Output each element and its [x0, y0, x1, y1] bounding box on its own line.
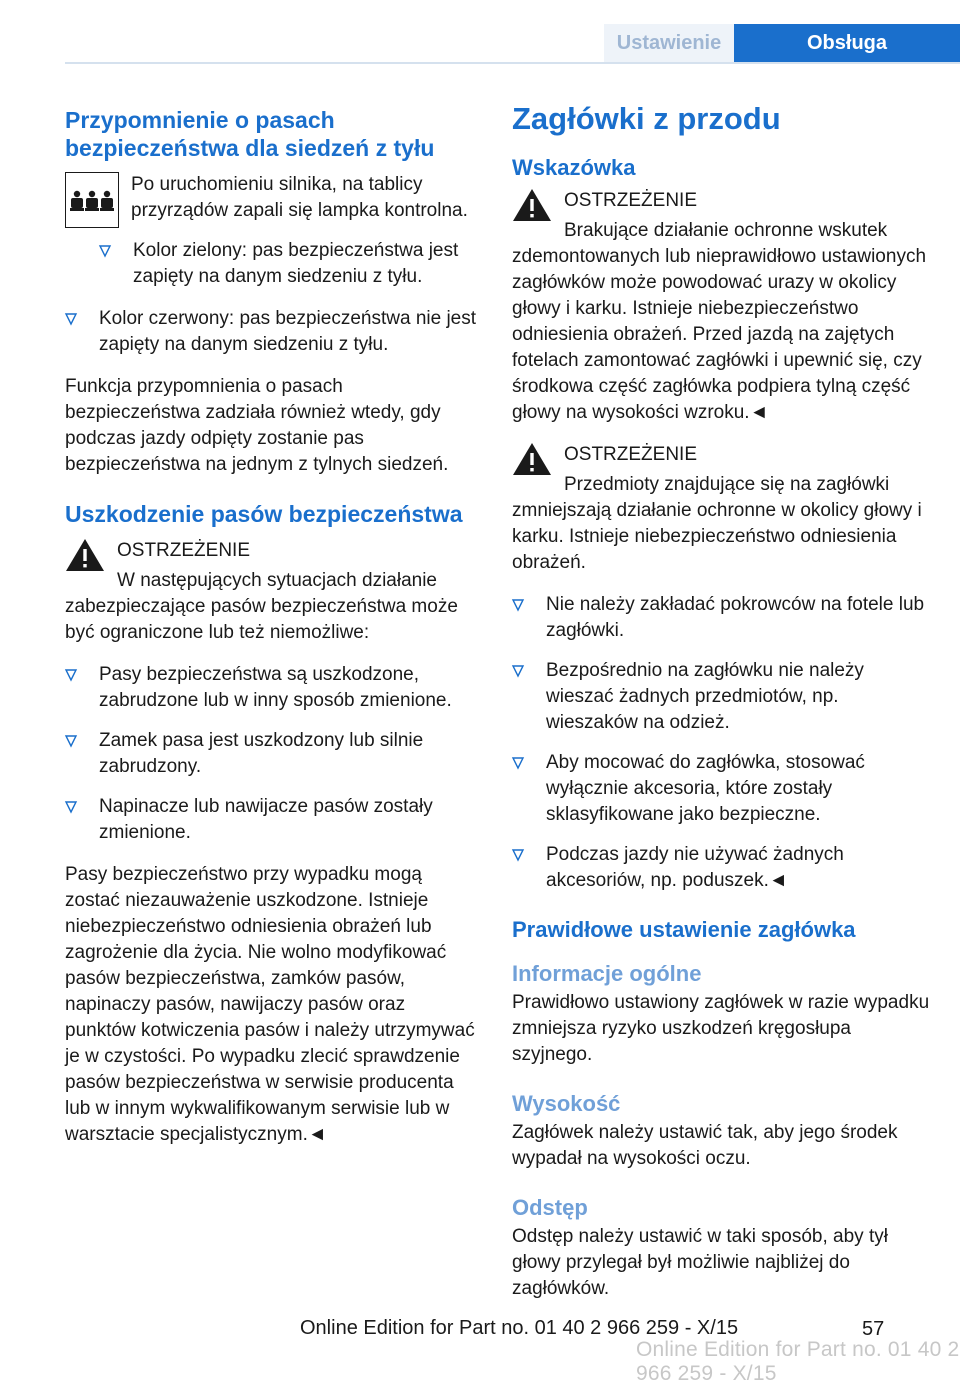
headrest-warning-text-1: Brakujące działanie ochronne wskutek zdemontowanych lub nieprawidłowo ustawionych zagłówków może powodować urazy w okolicy głowy i karku. Istnieje niebezpieczeństwo odniesienia obrażeń. Przed jazdą na zajętych fotelach zamontować zagłówki i upewnić się, czy środkowa część zagłówka podpiera tylną część głowy na wysokości wzroku.◄ [512, 220, 927, 423]
triangle-bullet-icon [65, 801, 77, 813]
triangle-bullet-icon [65, 669, 77, 681]
triangle-bullet-icon [65, 735, 77, 747]
headrest-warning-note-2 [512, 442, 930, 576]
reminder-heading: Przypomnienie o pasach bezpieczeństwa dla siedzeń z tyłu [65, 107, 435, 161]
headrest-warning-note-1 [512, 188, 930, 426]
damage-paragraph: Pasy bezpieczeństwo przy wypadku mogą zostać niezauważenie uszkodzone. Istnieje niebezpieczeństwo odniesienia obrażeń lub zagrożenie dla życia. Nie wolno modyfikować pasów bezpieczeństwa, zamków pasów, napinaczy pasów, nawijaczy pasów oraz punktów kotwiczenia pasów i należy utrzymywać je w czystości. Po wypadku zlecić sprawdzenie pasów bezpieczeństwa w serwisie producenta lub w innym wykwalifikowanym serwisie lub w warsztacie specjalistycznym.◄ [65, 864, 475, 1145]
warning-label: OSTRZEŻENIE [564, 190, 698, 211]
headrest-warning-text-2: Przedmioty znajdujące się na zagłówki zmniejszają działanie ochronne w okolicy głowy i karku. Istnieje niebezpieczeństwo odniesienia obrażeń. [512, 474, 922, 573]
headrest-list [512, 592, 930, 894]
reminder-block [65, 172, 480, 238]
reminder-paragraph: Funkcja przypomnienia o pasach bezpieczeństwa zadziała również wtedy, gdy podczas jazdy odpięty zostanie pas bezpieczeństwa na jednym z tylnych siedzeń. [65, 376, 449, 475]
triangle-bullet-icon [65, 313, 77, 325]
headrests-heading: Zagłówki z przodu [512, 101, 781, 136]
triangle-bullet-icon [99, 245, 111, 257]
three-seats-icon [69, 185, 115, 215]
list-item: Podczas jazdy nie używać żadnych akcesoriów, np. poduszek.◄ [512, 842, 930, 894]
header-tabs [604, 24, 960, 62]
distance-heading: Odstęp [512, 1195, 588, 1220]
damage-list [65, 662, 480, 846]
watermark: Online Edition for Part no. 01 40 2 966 259 - X/15 [636, 1338, 960, 1385]
warning-label: OSTRZEŻENIE [117, 540, 251, 561]
right-column [512, 100, 930, 1318]
damage-warning-note [65, 538, 480, 646]
height-heading: Wysokość [512, 1091, 621, 1116]
reminder-sublist [99, 238, 480, 290]
damage-warning-text: W następujących sytuacjach działanie zabezpieczające pasów bezpieczeństwa może być ograniczone lub też niemożliwe: [65, 570, 458, 643]
list-item: Zamek pasa jest uszkodzony lub silnie zabrudzony. [65, 728, 480, 780]
warning-triangle-icon [512, 188, 552, 222]
general-info-heading: Informacje ogólne [512, 961, 702, 986]
list-item: Pasy bezpieczeństwa są uszkodzone, zabrudzone lub w inny sposób zmienione. [65, 662, 480, 714]
distance-paragraph: Odstęp należy ustawić w taki sposób, aby tył głowy przylegał był możliwie najbliżej do zagłówków. [512, 1226, 888, 1299]
triangle-bullet-icon [512, 665, 524, 677]
header-divider [65, 62, 960, 64]
tab-section-ustawienie[interactable]: Ustawienie [604, 24, 734, 62]
list-item: Aby mocować do zagłówka, stosować wyłącznie akcesoria, które zostały sklasyfikowane jako bezpieczne. [512, 750, 930, 828]
edition-text: Online Edition for Part no. 01 40 2 966 259 - X/15 [300, 1317, 739, 1339]
triangle-bullet-icon [512, 849, 524, 861]
tab-chapter-obsluga[interactable]: Obsługa [734, 24, 960, 62]
general-info-paragraph: Prawidłowo ustawiony zagłówek w razie wypadku zmniejsza ryzyko uszkodzeń kręgosłupa szyjnego. [512, 992, 930, 1065]
height-paragraph: Zagłówek należy ustawić tak, aby jego środek wypadał na wysokości oczu. [512, 1122, 898, 1169]
list-item: Kolor zielony: pas bezpieczeństwa jest zapięty na danym siedzeniu z tyłu. [99, 238, 480, 290]
warning-triangle-icon [512, 442, 552, 476]
triangle-bullet-icon [512, 757, 524, 769]
damage-heading: Uszkodzenie pasów bezpieczeństwa [65, 501, 463, 527]
correct-adjustment-heading: Prawidłowe ustawienie zagłówka [512, 917, 856, 942]
reminder-list [65, 306, 480, 358]
page-number: 57 [862, 1318, 885, 1340]
triangle-bullet-icon [512, 599, 524, 611]
hint-heading: Wskazówka [512, 155, 636, 180]
left-column [65, 100, 480, 1164]
list-item: Nie należy zakładać pokrowców na fotele lub zagłówki. [512, 592, 930, 644]
warning-triangle-icon [65, 538, 105, 572]
rear-seatbelt-indicator-icon [65, 172, 119, 228]
list-item: Napinacze lub nawijacze pasów zostały zmienione. [65, 794, 480, 846]
warning-label: OSTRZEŻENIE [564, 444, 698, 465]
list-item: Kolor czerwony: pas bezpieczeństwa nie jest zapięty na danym siedzeniu z tyłu. [65, 306, 480, 358]
list-item: Bezpośrednio na zagłówku nie należy wieszać żadnych przedmiotów, np. wieszaków na odzież. [512, 658, 930, 736]
reminder-intro: Po uruchomieniu silnika, na tablicy przyrządów zapali się lampka kontrolna. [131, 174, 468, 221]
